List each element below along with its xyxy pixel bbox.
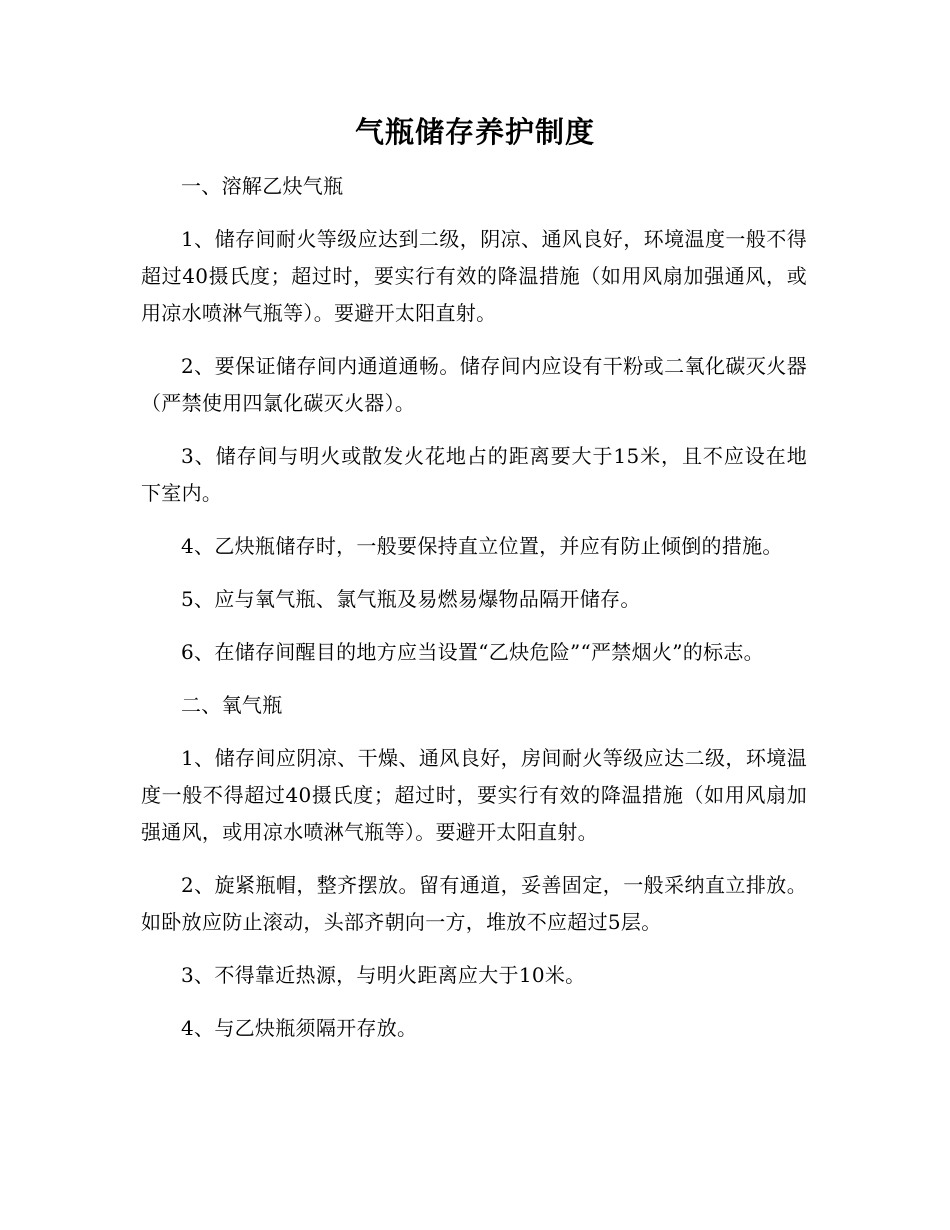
oxygen-item-1: 1、储存间应阴凉、干燥、通风良好，房间耐火等级应达二级，环境温度一般不得超过40摄氏度；超过时，要实行有效的降温措施（如用风扇加强通风，或用凉水喷淋气瓶等）。要避开太阳直射。 <box>141 746 807 844</box>
oxygen-item-3: 3、不得靠近热源，与明火距离应大于10米。 <box>181 963 586 987</box>
acetylene-item-1: 1、储存间耐火等级应达到二级，阴凉、通风良好，环境温度一般不得超过40摄氏度；超过时，要实行有效的降温措施（如用风扇加强通风，或用凉水喷淋气瓶等）。要避开太阳直射。 <box>141 227 807 325</box>
acetylene-item-5: 5、应与氧气瓶、氯气瓶及易燃易爆物品隔开储存。 <box>181 587 641 611</box>
document-title: 气瓶储存养护制度 <box>354 115 595 149</box>
acetylene-item-3: 3、储存间与明火或散发火花地占的距离要大于15米，且不应设在地下室内。 <box>141 444 807 505</box>
section-heading-oxygen: 二、氧气瓶 <box>181 693 283 717</box>
acetylene-item-6: 6、在储存间醒目的地方应当设置“乙炔危险”“严禁烟火”的标志。 <box>181 640 764 664</box>
acetylene-item-2: 2、要保证储存间内通道通畅。储存间内应设有干粉或二氧化碳灭火器（严禁使用四氯化碳灭火器）。 <box>141 354 807 415</box>
section-heading-acetylene: 一、溶解乙炔气瓶 <box>181 174 344 198</box>
oxygen-item-2: 2、旋紧瓶帽，整齐摆放。留有通道，妥善固定，一般采纳直立排放。如卧放应防止滚动，头部齐朝向一方，堆放不应超过5层。 <box>141 873 807 934</box>
oxygen-item-4: 4、与乙炔瓶须隔开存放。 <box>181 1016 418 1040</box>
document-body <box>141 168 807 1047</box>
acetylene-item-4: 4、乙炔瓶储存时，一般要保持直立位置，并应有防止倾倒的措施。 <box>181 534 783 558</box>
